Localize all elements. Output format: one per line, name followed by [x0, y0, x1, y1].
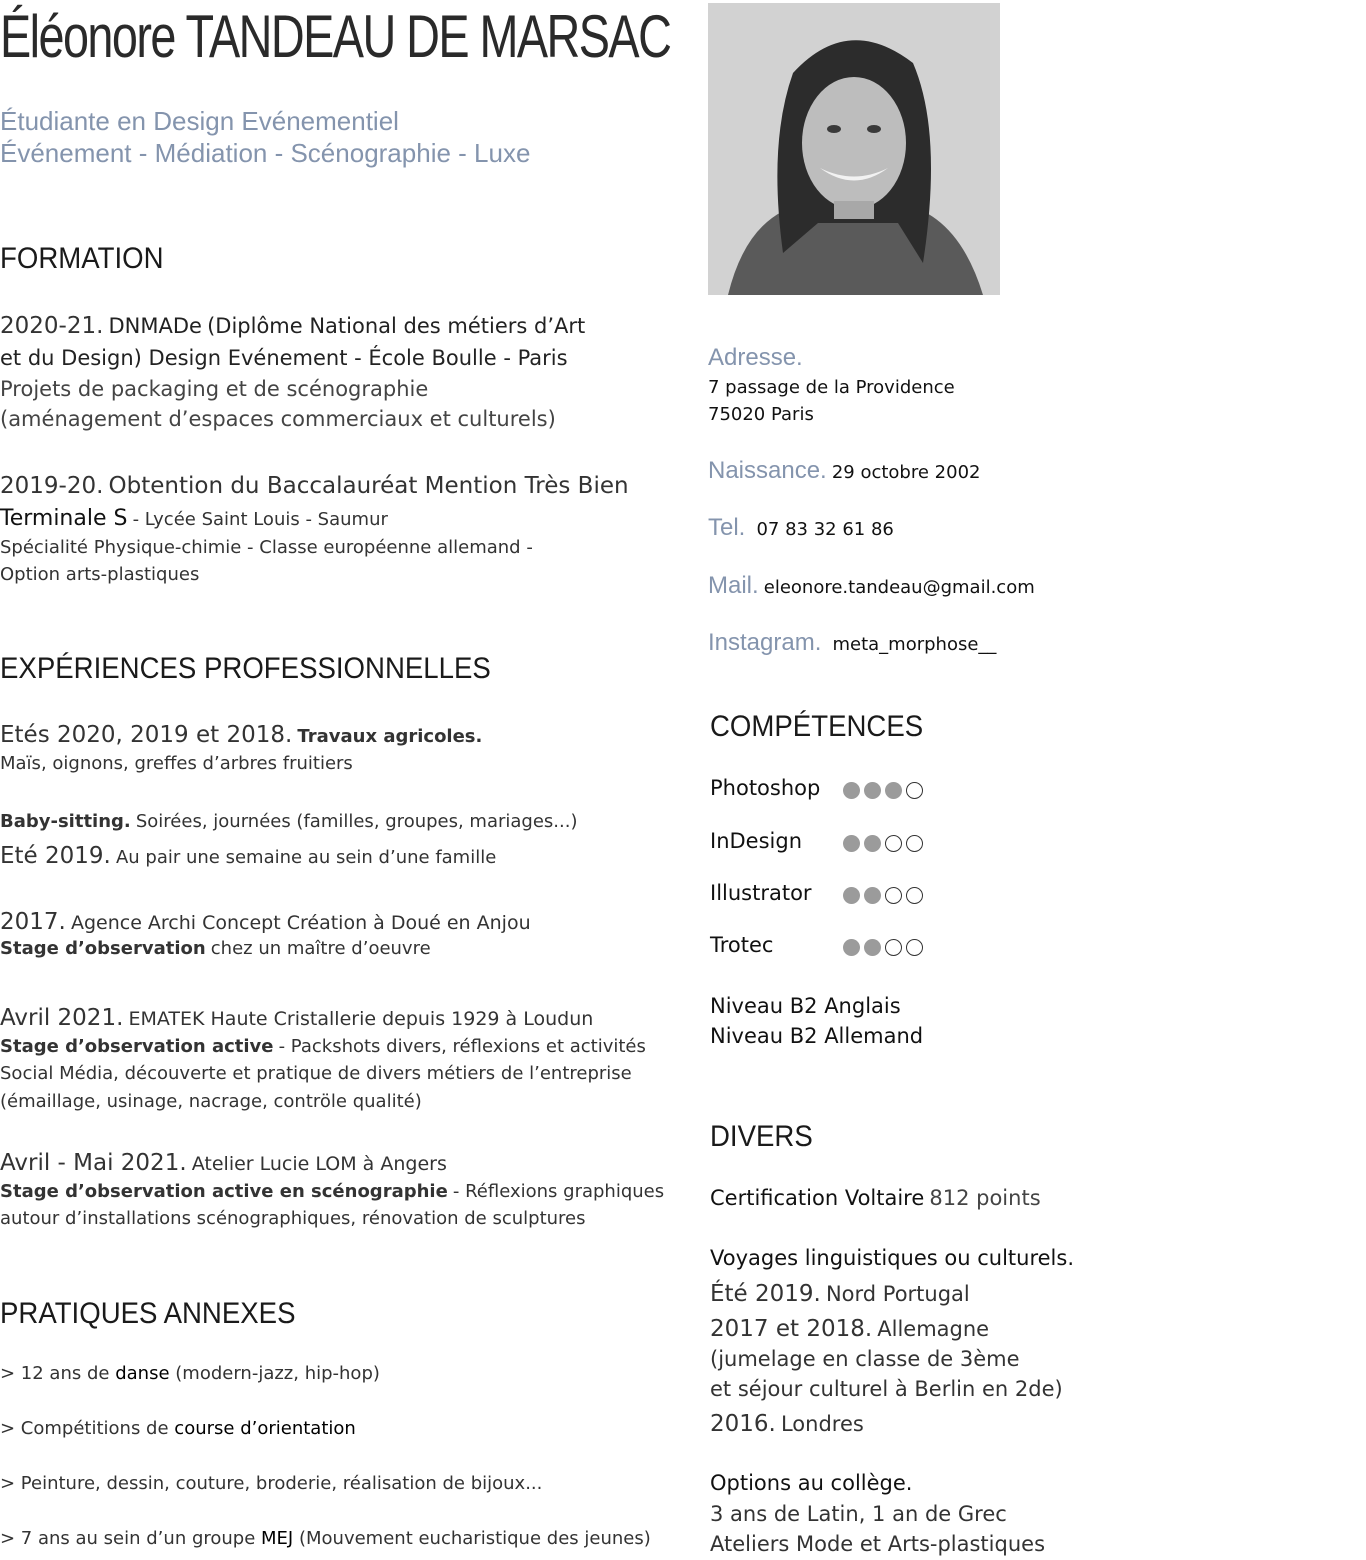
option-1: 3 ans de Latin, 1 an de Grec [710, 1502, 1007, 1526]
mail-link[interactable]: eleonore.tandeau@gmail.com [763, 577, 1035, 598]
experience-4-desc-line [0, 1036, 646, 1057]
skill-name: Trotec [710, 933, 774, 957]
skill-name: InDesign [710, 829, 803, 853]
experience-4-year: Avril 2021. [0, 1005, 124, 1031]
instagram-row [708, 629, 996, 657]
level-dot-filled [864, 782, 881, 799]
level-dot-filled [843, 782, 860, 799]
voyage-1-place: Nord Portugal [825, 1282, 970, 1306]
experience-3-desc-line [0, 938, 431, 959]
formation-1-desc: Projets de packaging et de scénographie [0, 377, 429, 401]
voyage-1-year: Été 2019. [710, 1281, 821, 1307]
certification-name: Certification Voltaire [710, 1186, 925, 1210]
subtitle-fields: Événement - Médiation - Scénographie - Luxe [0, 138, 531, 168]
experience-2-desc: Soirées, journées (familles, groupes, mariages...) [135, 811, 578, 832]
experience-2b [0, 843, 496, 869]
annexe-1 [0, 1363, 380, 1384]
certification-score: 812 points [929, 1186, 1041, 1210]
competences-heading: COMPÉTENCES [710, 710, 924, 743]
subtitle-role: Étudiante en Design Evénementiel [0, 106, 399, 136]
tel-row [708, 514, 894, 542]
birth-label: Naissance. [708, 457, 827, 484]
mail-row [708, 572, 1035, 600]
formation-2-class: Terminale S [0, 506, 128, 531]
formation-1-degree-full: (Diplôme National des métiers d’Art [207, 314, 586, 338]
experience-3-title: Agence Archi Concept Création à Doué en Anjou [70, 912, 531, 934]
voyage-3-place: Londres [780, 1412, 864, 1436]
experiences-heading: EXPÉRIENCES PROFESSIONNELLES [0, 652, 491, 685]
annexe-2-pre: > Compétitions de [0, 1418, 169, 1439]
annexe-2-key: course d’orientation [174, 1418, 356, 1439]
options-title: Options au collège. [710, 1471, 913, 1495]
level-dot-empty [906, 939, 923, 956]
skill-level-dots [843, 887, 923, 904]
skill-level-dots [843, 835, 923, 852]
voyage-2-detail1: (jumelage en classe de 3ème [710, 1347, 1020, 1371]
level-dot-empty [906, 887, 923, 904]
skill-name: Illustrator [710, 881, 812, 905]
level-dot-filled [864, 835, 881, 852]
mail-label: Mail. [708, 572, 759, 599]
level-dot-empty [906, 835, 923, 852]
level-dot-empty [906, 782, 923, 799]
skill-name: Photoshop [710, 776, 821, 800]
experience-5-year: Avril - Mai 2021. [0, 1150, 187, 1176]
annexe-1-post: (modern-jazz, hip-hop) [175, 1363, 380, 1384]
annexe-4-post: (Mouvement eucharistique des jeunes) [298, 1528, 651, 1549]
annexes-heading: PRATIQUES ANNEXES [0, 1297, 296, 1330]
skill-level-dots [843, 782, 923, 799]
voyage-1 [710, 1281, 970, 1307]
experience-5 [0, 1150, 447, 1176]
formation-1-year: 2020-21. [0, 313, 104, 339]
experience-4-desc-bold: Stage d’observation active [0, 1036, 274, 1057]
formation-heading: FORMATION [0, 242, 164, 275]
level-dot-empty [885, 887, 902, 904]
formation-2-desc: Spécialité Physique-chimie - Classe européenne allemand - [0, 537, 533, 558]
formation-entry-2 [0, 473, 629, 499]
instagram-handle[interactable]: meta_morphose__ [832, 634, 997, 655]
experience-2 [0, 811, 578, 832]
tel-label: Tel. [708, 514, 746, 541]
formation-entry-1 [0, 313, 585, 339]
annexe-4-key: MEJ [261, 1528, 294, 1549]
experience-1 [0, 722, 482, 748]
voyage-2-year: 2017 et 2018. [710, 1316, 873, 1342]
level-dot-filled [843, 939, 860, 956]
experience-5-title: Atelier Lucie LOM à Angers [191, 1153, 447, 1175]
language-english: Niveau B2 Anglais [710, 994, 901, 1018]
full-name: Éléonore TANDEAU DE MARSAC [0, 3, 671, 70]
annexe-1-pre: > 12 ans de [0, 1363, 110, 1384]
option-2: Ateliers Mode et Arts-plastiques [710, 1532, 1046, 1556]
level-dot-empty [885, 835, 902, 852]
experience-2b-desc: Au pair une semaine au sein d’une famille [115, 847, 497, 868]
tel-value[interactable]: 07 83 32 61 86 [756, 519, 894, 540]
language-german: Niveau B2 Allemand [710, 1024, 924, 1048]
formation-1-degree: DNMADe [108, 314, 202, 338]
voyage-2-detail2: et séjour culturel à Berlin en 2de) [710, 1377, 1063, 1401]
experience-4-desc3: (émaillage, usinage, nacrage, contröle qualité) [0, 1091, 422, 1112]
voyage-3 [710, 1411, 864, 1437]
experience-4-desc2: Social Média, découverte et pratique de divers métiers de l’entreprise [0, 1063, 632, 1084]
experience-1-desc: Maïs, oignons, greffes d’arbres fruitiers [0, 753, 353, 774]
formation-2-school: - Lycée Saint Louis - Saumur [132, 509, 388, 530]
formation-2-line2 [0, 506, 388, 531]
annexe-4 [0, 1528, 651, 1549]
level-dot-empty [885, 939, 902, 956]
annexe-4-pre: > 7 ans au sein d’un groupe [0, 1528, 256, 1549]
skill-level-dots [843, 939, 923, 956]
formation-1-school: et du Design) Design Evénement - École Boulle - Paris [0, 346, 568, 370]
voyage-2-place: Allemagne [877, 1317, 990, 1341]
formation-2-title: Obtention du Baccalauréat Mention Très Bien [108, 473, 629, 499]
experience-5-desc2: autour d’installations scénographiques, rénovation de sculptures [0, 1208, 586, 1229]
formation-1-desc2: (aménagement d’espaces commerciaux et culturels) [0, 407, 556, 431]
certification [710, 1186, 1041, 1210]
level-dot-filled [864, 939, 881, 956]
birth-value: 29 octobre 2002 [831, 462, 981, 483]
experience-5-desc-line [0, 1181, 664, 1202]
voyages-title: Voyages linguistiques ou culturels. [710, 1246, 1074, 1270]
experience-5-desc-bold: Stage d’observation active en scénographie [0, 1181, 448, 1202]
address-line1: 7 passage de la Providence [708, 377, 955, 398]
experience-4-desc: - Packshots divers, réflexions et activités [278, 1036, 646, 1057]
experience-2-title: Baby-sitting. [0, 811, 131, 832]
experience-5-desc: - Réflexions graphiques [452, 1181, 665, 1202]
experience-1-title: Travaux agricoles. [297, 726, 483, 747]
experience-3 [0, 909, 531, 935]
experience-4-title: EMATEK Haute Cristallerie depuis 1929 à Loudun [128, 1008, 594, 1030]
formation-2-year: 2019-20. [0, 473, 104, 499]
voyage-3-year: 2016. [710, 1411, 776, 1437]
formation-2-desc2: Option arts-plastiques [0, 564, 200, 585]
birth-row [708, 457, 980, 485]
experience-4 [0, 1005, 593, 1031]
address-label: Adresse. [708, 344, 803, 371]
experience-1-year: Etés 2020, 2019 et 2018. [0, 722, 293, 748]
voyage-2 [710, 1316, 989, 1342]
instagram-label: Instagram. [708, 629, 822, 656]
experience-2b-year: Eté 2019. [0, 843, 111, 869]
profile-photo [708, 3, 1000, 295]
level-dot-filled [885, 782, 902, 799]
annexe-1-key: danse [115, 1363, 170, 1384]
level-dot-filled [843, 835, 860, 852]
annexe-3: > Peinture, dessin, couture, broderie, réalisation de bijoux... [0, 1473, 543, 1494]
level-dot-filled [864, 887, 881, 904]
divers-heading: DIVERS [710, 1120, 813, 1153]
annexe-2 [0, 1418, 356, 1439]
experience-3-desc: chez un maître d’oeuvre [210, 938, 431, 959]
experience-3-year: 2017. [0, 909, 66, 935]
experience-3-desc-bold: Stage d’observation [0, 938, 206, 959]
address-line2: 75020 Paris [708, 404, 814, 425]
level-dot-filled [843, 887, 860, 904]
